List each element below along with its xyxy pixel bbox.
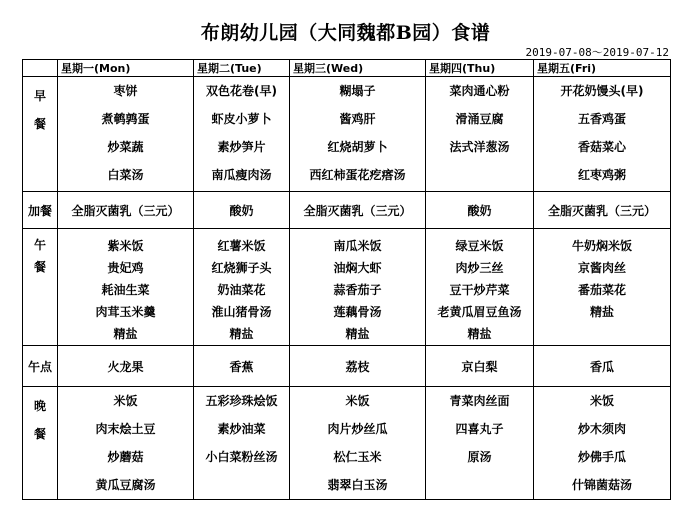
snack-thu: 酸奶	[426, 192, 534, 229]
menu-item: 耗油生菜	[101, 283, 150, 297]
label-char: 餐	[33, 427, 46, 441]
menu-item: 白菜汤	[107, 168, 144, 182]
lunch-mon	[58, 229, 194, 346]
tea-tue: 香蕉	[194, 346, 290, 387]
dinner-label	[23, 387, 58, 500]
menu-item: 酱鸡肝	[339, 112, 376, 126]
menu-item: 京酱肉丝	[577, 261, 626, 275]
menu-item: 米饭	[113, 394, 138, 408]
lunch-label	[23, 229, 58, 346]
menu-item: 淮山猪骨汤	[211, 305, 272, 319]
menu-item: 红烧胡萝卜	[327, 140, 388, 154]
menu-item: 煮鹌鹑蛋	[101, 112, 150, 126]
label-char: 餐	[33, 117, 46, 131]
tea-thu: 京白梨	[426, 346, 534, 387]
corner-cell	[23, 60, 58, 77]
breakfast-mon	[58, 77, 194, 192]
menu-item: 炒蘑菇	[107, 450, 144, 464]
menu-item: 番茄菜花	[577, 283, 626, 297]
menu-item: 精盐	[229, 327, 254, 341]
menu-item: 莲藕骨汤	[333, 305, 382, 319]
snack-label: 加餐	[23, 192, 58, 229]
menu-item: 虾皮小萝卜	[211, 112, 272, 126]
header-row	[23, 60, 671, 77]
snack-wed: 全脂灭菌乳（三元）	[290, 192, 426, 229]
menu-item: 精盐	[467, 327, 492, 341]
menu-item: 五彩珍珠烩饭	[205, 394, 278, 408]
dinner-row	[23, 387, 671, 500]
tea-row	[23, 346, 671, 387]
menu-item: 素炒油菜	[217, 422, 266, 436]
menu-item: 炒菜蔬	[107, 140, 144, 154]
menu-item: 红薯米饭	[217, 239, 266, 253]
menu-item: 枣饼	[113, 84, 138, 98]
tea-label: 午点	[23, 346, 58, 387]
day-header-thu: 星期四(Thu)	[426, 60, 534, 77]
menu-item: 油焖大虾	[333, 261, 382, 275]
menu-item: 炒佛手瓜	[577, 450, 626, 464]
menu-item: 精盐	[113, 327, 138, 341]
menu-item: 南瓜瘦肉汤	[211, 168, 272, 182]
breakfast-label	[23, 77, 58, 192]
breakfast-thu	[426, 77, 534, 192]
menu-item: 肉片炒丝瓜	[327, 422, 388, 436]
day-header-tue: 星期二(Tue)	[194, 60, 290, 77]
menu-item: 精盐	[345, 327, 370, 341]
menu-item: 贵妃鸡	[107, 261, 144, 275]
breakfast-tue	[194, 77, 290, 192]
menu-item: 炒木须肉	[577, 422, 626, 436]
menu-item: 开花奶馒头(早)	[560, 84, 644, 98]
menu-item: 素炒笋片	[217, 140, 266, 154]
label-char: 餐	[33, 260, 46, 274]
tea-fri: 香瓜	[534, 346, 671, 387]
menu-item: 肉茸玉米羹	[95, 305, 156, 319]
menu-item: 什锦菌菇汤	[571, 478, 632, 492]
menu-item: 糊塌子	[339, 84, 376, 98]
menu-item: 红烧狮子头	[211, 261, 272, 275]
menu-item: 小白菜粉丝汤	[205, 450, 278, 464]
menu-item: 双色花卷(早)	[206, 84, 277, 98]
menu-item: 绿豆米饭	[455, 239, 504, 253]
menu-item: 黄瓜豆腐汤	[95, 478, 156, 492]
snack-tue: 酸奶	[194, 192, 290, 229]
label-char: 午	[33, 238, 46, 252]
menu-item: 紫米饭	[107, 239, 144, 253]
day-header-mon: 星期一(Mon)	[58, 60, 194, 77]
dinner-thu	[426, 387, 534, 500]
snack-mon: 全脂灭菌乳（三元）	[58, 192, 194, 229]
menu-item: 原汤	[467, 450, 492, 464]
tea-wed: 荔枝	[290, 346, 426, 387]
dinner-fri	[534, 387, 671, 500]
lunch-fri	[534, 229, 671, 346]
lunch-row	[23, 229, 671, 346]
menu-item: 精盐	[589, 305, 614, 319]
label-char: 晚	[33, 399, 46, 413]
tea-mon: 火龙果	[58, 346, 194, 387]
menu-item: 法式洋葱汤	[449, 140, 510, 154]
menu-table	[22, 59, 671, 500]
menu-item: 四喜丸子	[455, 422, 504, 436]
breakfast-row	[23, 77, 671, 192]
menu-item: 豆干炒芹菜	[449, 283, 510, 297]
menu-item: 香菇菜心	[577, 140, 626, 154]
menu-item: 肉炒三丝	[455, 261, 504, 275]
label-char: 早	[33, 89, 46, 103]
page-title: 布朗幼儿园（大同魏都B园）食谱	[200, 22, 491, 44]
lunch-tue	[194, 229, 290, 346]
menu-item: 西红柿蛋花疙瘩汤	[309, 168, 406, 182]
breakfast-fri	[534, 77, 671, 192]
dinner-tue	[194, 387, 290, 500]
day-header-wed: 星期三(Wed)	[290, 60, 426, 77]
menu-item: 米饭	[345, 394, 370, 408]
menu-item: 红枣鸡粥	[577, 168, 626, 182]
breakfast-wed	[290, 77, 426, 192]
menu-item: 米饭	[589, 394, 614, 408]
menu-item: 青菜肉丝面	[449, 394, 510, 408]
menu-item: 蒜香茄子	[333, 283, 382, 297]
menu-item: 肉末烩土豆	[95, 422, 156, 436]
dinner-wed	[290, 387, 426, 500]
menu-item: 松仁玉米	[333, 450, 382, 464]
menu-item: 翡翠白玉汤	[327, 478, 388, 492]
lunch-thu	[426, 229, 534, 346]
snack-row	[23, 192, 671, 229]
snack-fri: 全脂灭菌乳（三元）	[534, 192, 671, 229]
menu-item: 菜肉通心粉	[449, 84, 510, 98]
menu-item: 奶油菜花	[217, 283, 266, 297]
menu-item: 南瓜米饭	[333, 239, 382, 253]
menu-item: 老黄瓜眉豆鱼汤	[437, 305, 522, 319]
menu-item: 牛奶焖米饭	[571, 239, 632, 253]
menu-item: 滑涌豆腐	[455, 112, 504, 126]
dinner-mon	[58, 387, 194, 500]
day-header-fri: 星期五(Fri)	[534, 60, 671, 77]
date-range: 2019-07-08～2019-07-12	[525, 46, 669, 59]
lunch-wed	[290, 229, 426, 346]
menu-item: 五香鸡蛋	[577, 112, 626, 126]
